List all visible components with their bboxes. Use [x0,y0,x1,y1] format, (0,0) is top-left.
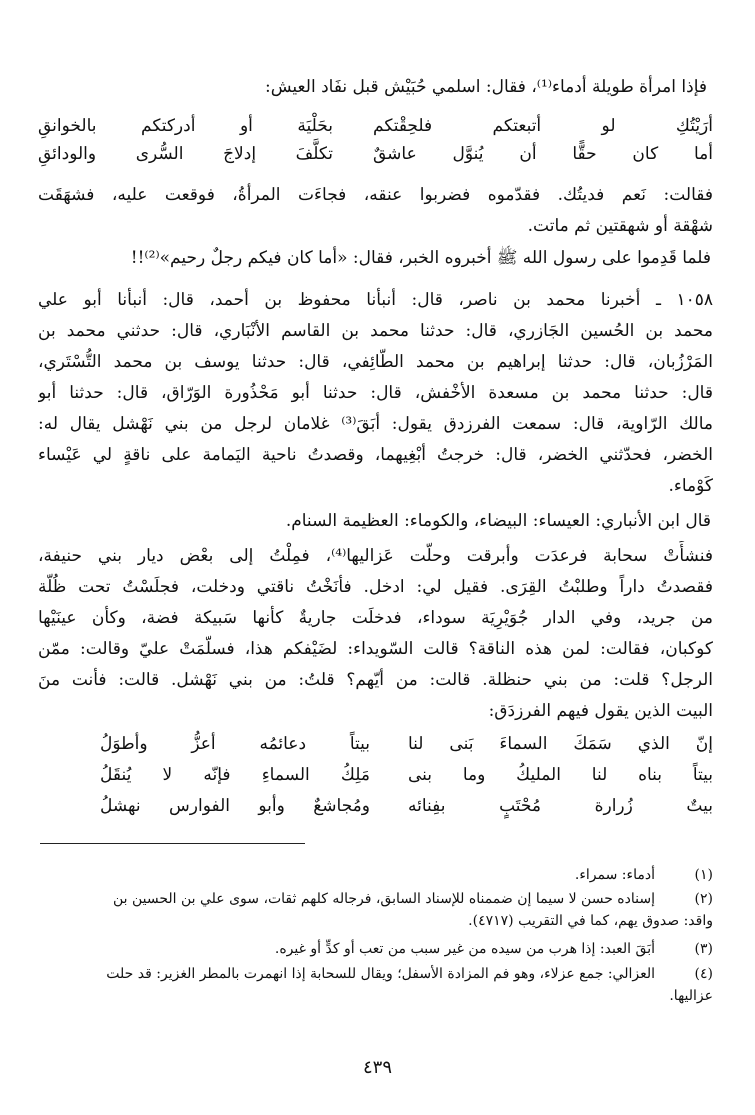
poem2-2-right: بيتاً بناه لنا المليكُ وما بنى [408,765,713,785]
text-line: كوكبان، فقالت: لمن هذه الناقة؟ قالت السّويداء: لضَيْفكم هذا، فسلّمَتْ عليّ وقالت: ممّن [38,639,713,659]
footnote-3 [40,938,713,960]
poem1-1-right: أرَيْتُكِ لو أتبعتكم فلحِقْتكم [373,116,713,136]
footnote-number: (١) [694,867,713,883]
intro-line [38,72,707,103]
footnote-2 [40,888,713,932]
footnote-number: (٤) [694,966,713,982]
footnote-4 [40,963,713,1007]
text-line: الرجل؟ قلت: من بني حنظلة. قالت: من أيّهم؟ قلتُ: من بني نَهْشل. قالت: فأنت منَ [38,670,713,690]
footnote-text: عزاليها. [669,988,713,1004]
poem2-2-left: مَلِكُ السماءِ فإنّه لا يُنقَلُ [100,765,370,785]
poem1-2-left: تكلَّفَ إدلاجَ السُّرى والودائقِ [38,144,333,164]
text-line: ١٠٥٨ ـ أخبرنا محمد بن ناصر، قال: أنبأنا محفوظ بن أحمد، قال: أنبأنا أبو علي [38,290,713,310]
poem2-3-right: بيتٌ زُرارة مُحْتَبٍ بفِنائه [408,796,713,816]
footnote-number: (٢) [694,891,713,907]
paragraph-5 [38,541,713,727]
poem1-1-left: بحَلْيَة أو أدركتكم بالخوانقِ [38,116,333,136]
footnote-separator [40,843,305,844]
text-line: قال ابن الأنباري: العيساء: البيضاء، والكوماء: العظيمة السنام. [285,511,711,531]
text-line: البيت الذين يقول فيهم الفرزدَق: [488,701,713,721]
footnote-text: أبَقَ العبد: إذا هرب من سيده من غير سبب من تعب أو كدٍّ أو غيره. [274,941,655,957]
paragraph-3 [38,285,713,502]
text-line: فنشأَتْ سحابة فرعدَت وأبرقت وحلّت عَزاليها⁽⁴⁾، فمِلْتُ إلى بعْض ديار بني حنيفة، [38,546,713,566]
paragraph-1 [38,180,713,242]
text-line: كَوْماء. [668,476,713,496]
paragraph-2 [38,243,711,274]
text-line: فلما قَدِموا على رسول الله ﷺ أخبروه الخبر، فقال: «أما كان فيكم رجلٌ رحيم»⁽²⁾!! [130,248,711,268]
footnote-text: أدماء: سمراء. [574,867,655,883]
text-line: محمد بن الحُسين الجَازري، قال: حدثنا محمد بن القاسم الأنْبَاري، قال: حدثني محمد بن [38,321,713,341]
poem1-2-right: أما كان حقًّا أن يُنوَّل عاشقٌ [373,144,713,164]
intro-text: فإذا امرأة طويلة أدماء⁽¹⁾، فقال: اسلمي حُبَيْش قبل نفَاد العيش: [265,77,707,97]
text-line: قال: حدثنا محمد بن مسعدة الأخْفش، قال: حدثنا أبو مَحْذُورة الوَرّاق، قال: حدثنا أبو [38,383,713,403]
page-number: ٤٣٩ [362,1057,392,1078]
text-line: فقصدتُ داراً وطلبْتُ القِرَى. فقيل لي: ادخل. فأنَخْتُ ناقتي ودخلت، فجلَسْتُ تحت ظُلّة [38,577,713,597]
text-line: المَرْزُبان، قال: حدثنا إبراهيم بن محمد الطّائِفي، قال: حدثنا يوسف بن محمد التُّسْتَري، [38,352,713,372]
footnote-text: واقد: صدوق يهم، كما في التقريب (٤٧١٧). [468,913,713,929]
text-line: فقالت: نَعم فديتُك. فقدّموه فضربوا عنقه، فجاءَت المرأةُ، فوقعت عليه، فشهَقَت [38,185,713,205]
footnote-text: إسناده حسن لا سيما إن ضممناه للإسناد السابق، فرجاله كلهم ثقات، سوى علي بن الحسين بن [112,891,655,907]
text-line: من جريد، وفي الدار جُوَيْرِيَة سوداء، فدخلَت جاريةٌ كأنها سَبيكة فضة، وكأن عينَيْها [38,608,713,628]
text-line: الخضر، فحدّثني الخضر، قال: خرجتُ أبْغِيهما، وقصدتُ ناحية اليَمامة على ناقةٍ لي عَيْساء [38,445,713,465]
footnote-number: (٣) [694,941,713,957]
poem2-1-right: إنّ الذي سَمَكَ السماءَ بَنى لنا [408,734,713,754]
poem2-3-left: ومُجاشعٌ وأبو الفوارس نهشلُ [100,796,370,816]
poem2-1-left: بيتاً دعائمُه أعزُّ وأطوَلُ [100,734,370,754]
text-line: شهْقة أو شهقتين ثم ماتت. [527,216,713,236]
text-line: مالك الرّاوية، قال: سمعت الفرزدق يقول: أبَقَ⁽³⁾ غلامان لرجل من بني نَهْشل يقال له: [38,414,713,434]
footnote-1 [40,864,713,886]
paragraph-4 [38,506,711,537]
footnote-text: العزالي: جمع عزلاء، وهو فم المزادة الأسفل؛ ويقال للسحابة إذا انهمرت بالمطر الغزير: قد حلت [106,966,655,982]
